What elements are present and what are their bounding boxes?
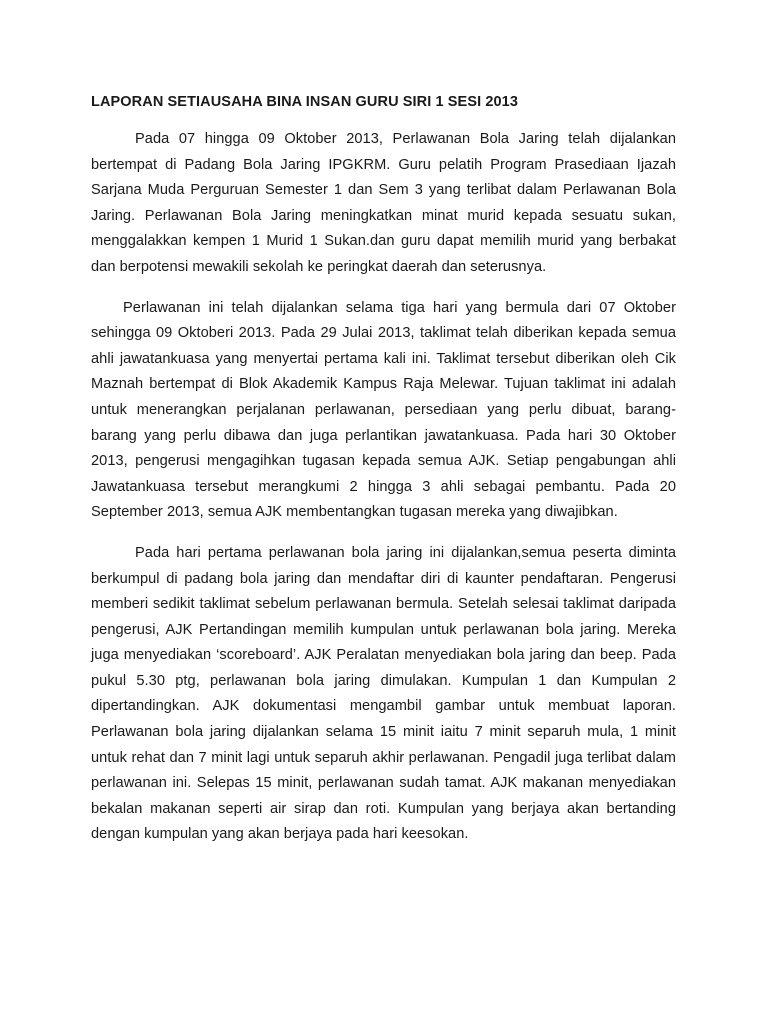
- document-body: [91, 92, 676, 863]
- document-title: LAPORAN SETIAUSAHA BINA INSAN GURU SIRI 1 SESI 2013: [91, 94, 519, 110]
- paragraph-2: Perlawanan ini telah dijalankan selama tiga hari yang bermula dari 07 Oktober sehingga 09 Oktoberi 2013. Pada 29 Julai 2013, taklimat telah diberikan kepada semua ahli jawatankuasa yang menyertai pertama kali ini. Taklimat tersebut diberikan oleh Cik Maznah bertempat di Blok Akademik Kampus Raja Melewar. Tujuan taklimat ini adalah untuk menerangkan perjalanan perlawanan, persediaan yang perlu dibuat, barang-barang yang perlu dibawa dan juga perlantikan jawatankuasa. Pada hari 30 Oktober 2013, pengerusi mengagihkan tugasan kepada semua AJK. Setiap pengabungan ahli Jawatankuasa tersebut merangkumi 2 hingga 3 ahli sebagai pembantu. Pada 20 September 2013, semua AJK membentangkan tugasan mereka yang diwajibkan.: [91, 299, 676, 521]
- paragraph-1: Pada 07 hingga 09 Oktober 2013, Perlawanan Bola Jaring telah dijalankan bertempat di Padang Bola Jaring IPGKRM. Guru pelatih Program Prasediaan Ijazah Sarjana Muda Perguruan Semester 1 dan Sem 3 yang terlibat dalam Perlawanan Bola Jaring. Perlawanan Bola Jaring meningkatkan minat murid kepada sesuatu sukan, menggalakkan kempen 1 Murid 1 Sukan.dan guru dapat memilih murid yang berbakat dan berpotensi mewakili sekolah ke peringkat daerah dan seterusnya.: [91, 131, 676, 275]
- paragraph-3: Pada hari pertama perlawanan bola jaring ini dijalankan,semua peserta diminta berkumpul di padang bola jaring dan mendaftar diri di kaunter pendaftaran. Pengerusi memberi sedikit taklimat sebelum perlawanan bermula. Setelah selesai taklimat daripada pengerusi, AJK Pertandingan memilih kumpulan untuk perlawanan bola jaring. Mereka juga menyediakan ‘scoreboard’. AJK Peralatan menyediakan bola jaring dan beep. Pada pukul 5.30 ptg, perlawanan bola jaring dimulakan. Kumpulan 1 dan Kumpulan 2 dipertandingkan. AJK dokumentasi mengambil gambar untuk membuat laporan. Perlawanan bola jaring dijalankan selama 15 minit iaitu 7 minit separuh mula, 1 minit untuk rehat dan 7 minit lagi untuk separuh akhir perlawanan. Pengadil juga terlibat dalam perlawanan ini. Selepas 15 minit, perlawanan sudah tamat. AJK makanan menyediakan bekalan makanan seperti air sirap dan roti. Kumpulan yang berjaya akan bertanding dengan kumpulan yang akan berjaya pada hari keesokan.: [91, 544, 676, 843]
